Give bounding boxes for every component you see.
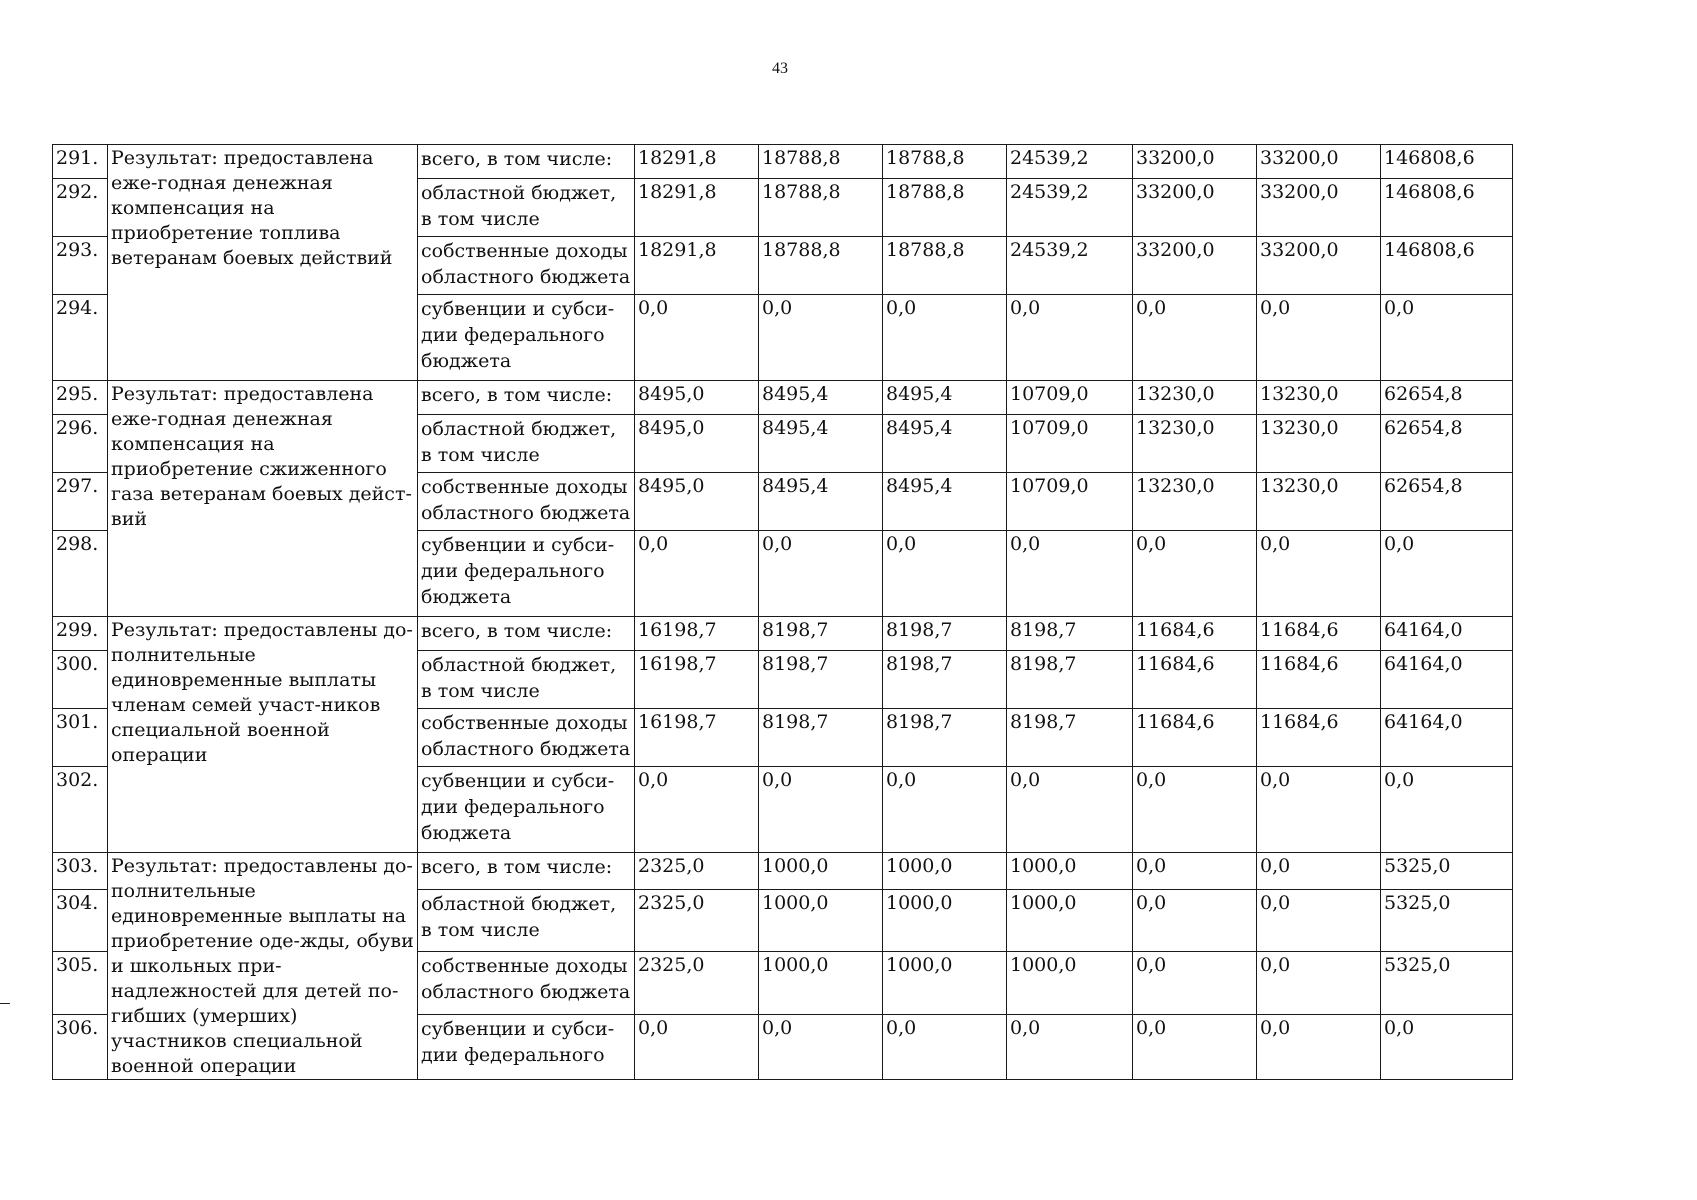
value-cell: 8198,7 bbox=[883, 651, 1007, 709]
value-cell: 0,0 bbox=[1007, 767, 1133, 853]
value-cell-total: 64164,0 bbox=[1381, 617, 1513, 651]
table-body bbox=[53, 145, 1513, 1080]
value-cell: 0,0 bbox=[635, 767, 759, 853]
value-cell: 0,0 bbox=[1257, 889, 1381, 952]
value-cell: 0,0 bbox=[883, 295, 1007, 381]
value-cell: 11684,6 bbox=[1257, 709, 1381, 767]
row-number: 298. bbox=[53, 531, 108, 617]
funding-source: областной бюджет, в том числе bbox=[418, 651, 635, 709]
table-row bbox=[53, 145, 1513, 179]
row-number: 295. bbox=[53, 381, 108, 415]
value-cell: 13230,0 bbox=[1257, 381, 1381, 415]
value-cell: 18291,8 bbox=[635, 145, 759, 179]
value-cell: 0,0 bbox=[883, 1015, 1007, 1080]
value-cell: 0,0 bbox=[759, 295, 883, 381]
row-number: 297. bbox=[53, 473, 108, 531]
row-number: 304. bbox=[53, 889, 108, 952]
row-number: 301. bbox=[53, 709, 108, 767]
row-number: 303. bbox=[53, 853, 108, 890]
value-cell-total: 64164,0 bbox=[1381, 651, 1513, 709]
value-cell-total: 146808,6 bbox=[1381, 179, 1513, 237]
value-cell: 13230,0 bbox=[1133, 415, 1257, 473]
value-cell: 18788,8 bbox=[883, 145, 1007, 179]
value-cell: 33200,0 bbox=[1133, 179, 1257, 237]
funding-source: собственные доходы областного бюджета bbox=[418, 237, 635, 295]
value-cell: 8495,0 bbox=[635, 415, 759, 473]
value-cell-total: 5325,0 bbox=[1381, 952, 1513, 1015]
funding-source: собственные доходы областного бюджета bbox=[418, 709, 635, 767]
value-cell-total: 146808,6 bbox=[1381, 145, 1513, 179]
table-row bbox=[53, 617, 1513, 651]
value-cell: 16198,7 bbox=[635, 617, 759, 651]
value-cell: 0,0 bbox=[883, 531, 1007, 617]
funding-source: всего, в том числе: bbox=[418, 381, 635, 415]
funding-source: областной бюджет, в том числе bbox=[418, 415, 635, 473]
value-cell: 24539,2 bbox=[1007, 179, 1133, 237]
value-cell: 33200,0 bbox=[1257, 237, 1381, 295]
value-cell: 1000,0 bbox=[759, 952, 883, 1015]
value-cell: 11684,6 bbox=[1133, 651, 1257, 709]
value-cell: 0,0 bbox=[1257, 531, 1381, 617]
row-number: 305. bbox=[53, 952, 108, 1015]
value-cell-total: 62654,8 bbox=[1381, 473, 1513, 531]
row-number: 300. bbox=[53, 651, 108, 709]
funding-source: всего, в том числе: bbox=[418, 853, 635, 890]
value-cell: 8198,7 bbox=[883, 709, 1007, 767]
value-cell-total: 62654,8 bbox=[1381, 415, 1513, 473]
value-cell-total: 146808,6 bbox=[1381, 237, 1513, 295]
value-cell: 1000,0 bbox=[883, 889, 1007, 952]
value-cell: 8495,4 bbox=[883, 473, 1007, 531]
value-cell: 33200,0 bbox=[1133, 237, 1257, 295]
value-cell: 1000,0 bbox=[1007, 889, 1133, 952]
value-cell: 0,0 bbox=[1133, 853, 1257, 890]
value-cell: 8495,0 bbox=[635, 473, 759, 531]
value-cell: 1000,0 bbox=[1007, 853, 1133, 890]
value-cell: 0,0 bbox=[883, 767, 1007, 853]
value-cell: 0,0 bbox=[635, 1015, 759, 1080]
value-cell: 18788,8 bbox=[883, 179, 1007, 237]
value-cell: 0,0 bbox=[1133, 952, 1257, 1015]
result-description: Результат: предоставлены до-полнительные единовременные выплаты на приобретение оде-жды, обуви и школьных при-надлежностей для детей по-гибших (умерших) участников специальной военной операции bbox=[108, 853, 418, 1080]
value-cell: 8495,4 bbox=[883, 381, 1007, 415]
value-cell: 1000,0 bbox=[883, 952, 1007, 1015]
value-cell: 2325,0 bbox=[635, 889, 759, 952]
value-cell: 0,0 bbox=[1133, 767, 1257, 853]
table-row bbox=[53, 853, 1513, 890]
value-cell: 1000,0 bbox=[1007, 952, 1133, 1015]
value-cell: 8198,7 bbox=[759, 617, 883, 651]
value-cell: 0,0 bbox=[1007, 531, 1133, 617]
budget-table bbox=[52, 144, 1513, 1080]
value-cell: 33200,0 bbox=[1257, 145, 1381, 179]
row-number: 294. bbox=[53, 295, 108, 381]
value-cell: 8198,7 bbox=[1007, 709, 1133, 767]
value-cell: 11684,6 bbox=[1133, 709, 1257, 767]
value-cell: 0,0 bbox=[1257, 853, 1381, 890]
value-cell: 8495,4 bbox=[759, 381, 883, 415]
funding-source: собственные доходы областного бюджета bbox=[418, 952, 635, 1015]
value-cell: 0,0 bbox=[759, 767, 883, 853]
table-row bbox=[53, 381, 1513, 415]
value-cell: 13230,0 bbox=[1257, 415, 1381, 473]
value-cell-total: 5325,0 bbox=[1381, 853, 1513, 890]
value-cell: 33200,0 bbox=[1257, 179, 1381, 237]
value-cell: 16198,7 bbox=[635, 709, 759, 767]
row-number: 299. bbox=[53, 617, 108, 651]
value-cell: 8495,4 bbox=[883, 415, 1007, 473]
result-description: Результат: предоставлены до-полнительные единовременные выплаты членам семей участ-ников специальной военной операции bbox=[108, 617, 418, 853]
row-number: 293. bbox=[53, 237, 108, 295]
value-cell: 10709,0 bbox=[1007, 415, 1133, 473]
value-cell: 24539,2 bbox=[1007, 237, 1133, 295]
funding-source: всего, в том числе: bbox=[418, 617, 635, 651]
value-cell: 2325,0 bbox=[635, 952, 759, 1015]
value-cell-total: 64164,0 bbox=[1381, 709, 1513, 767]
value-cell: 16198,7 bbox=[635, 651, 759, 709]
value-cell: 0,0 bbox=[1007, 1015, 1133, 1080]
funding-source: областной бюджет, в том числе bbox=[418, 889, 635, 952]
value-cell: 10709,0 bbox=[1007, 381, 1133, 415]
value-cell: 0,0 bbox=[1133, 531, 1257, 617]
funding-source: субвенции и субси-дии федерального бюджета bbox=[418, 295, 635, 381]
funding-source: собственные доходы областного бюджета bbox=[418, 473, 635, 531]
page-number: 43 bbox=[772, 60, 788, 77]
value-cell: 0,0 bbox=[1257, 295, 1381, 381]
value-cell: 8198,7 bbox=[1007, 651, 1133, 709]
row-number: 292. bbox=[53, 179, 108, 237]
value-cell: 13230,0 bbox=[1133, 381, 1257, 415]
value-cell: 0,0 bbox=[759, 531, 883, 617]
value-cell: 2325,0 bbox=[635, 853, 759, 890]
value-cell: 8198,7 bbox=[759, 709, 883, 767]
value-cell-total: 0,0 bbox=[1381, 531, 1513, 617]
value-cell: 1000,0 bbox=[759, 853, 883, 890]
funding-source: всего, в том числе: bbox=[418, 145, 635, 179]
value-cell: 18291,8 bbox=[635, 179, 759, 237]
value-cell: 13230,0 bbox=[1257, 473, 1381, 531]
value-cell: 11684,6 bbox=[1257, 651, 1381, 709]
value-cell: 10709,0 bbox=[1007, 473, 1133, 531]
value-cell: 0,0 bbox=[1257, 767, 1381, 853]
value-cell-total: 0,0 bbox=[1381, 295, 1513, 381]
value-cell: 8198,7 bbox=[883, 617, 1007, 651]
result-description: Результат: предоставлена еже-годная денежная компенсация на приобретение сжиженного газа ветеранам боевых дейст-вий bbox=[108, 381, 418, 617]
row-number: 291. bbox=[53, 145, 108, 179]
value-cell: 0,0 bbox=[635, 531, 759, 617]
value-cell: 8198,7 bbox=[759, 651, 883, 709]
value-cell: 18788,8 bbox=[759, 179, 883, 237]
value-cell-total: 62654,8 bbox=[1381, 381, 1513, 415]
value-cell: 18788,8 bbox=[759, 237, 883, 295]
funding-source: субвенции и субси-дии федерального бюджета bbox=[418, 531, 635, 617]
value-cell: 13230,0 bbox=[1133, 473, 1257, 531]
margin-mark bbox=[0, 1003, 10, 1004]
value-cell: 0,0 bbox=[1007, 295, 1133, 381]
value-cell: 0,0 bbox=[1133, 295, 1257, 381]
funding-source: областной бюджет, в том числе bbox=[418, 179, 635, 237]
value-cell: 11684,6 bbox=[1133, 617, 1257, 651]
value-cell: 8495,0 bbox=[635, 381, 759, 415]
value-cell: 8495,4 bbox=[759, 473, 883, 531]
value-cell: 0,0 bbox=[1133, 1015, 1257, 1080]
row-number: 296. bbox=[53, 415, 108, 473]
value-cell-total: 5325,0 bbox=[1381, 889, 1513, 952]
row-number: 302. bbox=[53, 767, 108, 853]
value-cell: 8495,4 bbox=[759, 415, 883, 473]
value-cell: 18291,8 bbox=[635, 237, 759, 295]
funding-source: субвенции и субси-дии федерального бюджета bbox=[418, 767, 635, 853]
value-cell: 0,0 bbox=[1257, 952, 1381, 1015]
funding-source: субвенции и субси-дии федерального bbox=[418, 1015, 635, 1080]
value-cell: 18788,8 bbox=[759, 145, 883, 179]
value-cell: 0,0 bbox=[635, 295, 759, 381]
value-cell: 8198,7 bbox=[1007, 617, 1133, 651]
value-cell-total: 0,0 bbox=[1381, 1015, 1513, 1080]
value-cell: 1000,0 bbox=[759, 889, 883, 952]
value-cell: 11684,6 bbox=[1257, 617, 1381, 651]
value-cell: 0,0 bbox=[759, 1015, 883, 1080]
value-cell: 0,0 bbox=[1257, 1015, 1381, 1080]
value-cell: 33200,0 bbox=[1133, 145, 1257, 179]
value-cell-total: 0,0 bbox=[1381, 767, 1513, 853]
result-description: Результат: предоставлена еже-годная денежная компенсация на приобретение топлива ветеранам боевых действий bbox=[108, 145, 418, 381]
value-cell: 18788,8 bbox=[883, 237, 1007, 295]
row-number: 306. bbox=[53, 1015, 108, 1080]
value-cell: 1000,0 bbox=[883, 853, 1007, 890]
value-cell: 24539,2 bbox=[1007, 145, 1133, 179]
value-cell: 0,0 bbox=[1133, 889, 1257, 952]
